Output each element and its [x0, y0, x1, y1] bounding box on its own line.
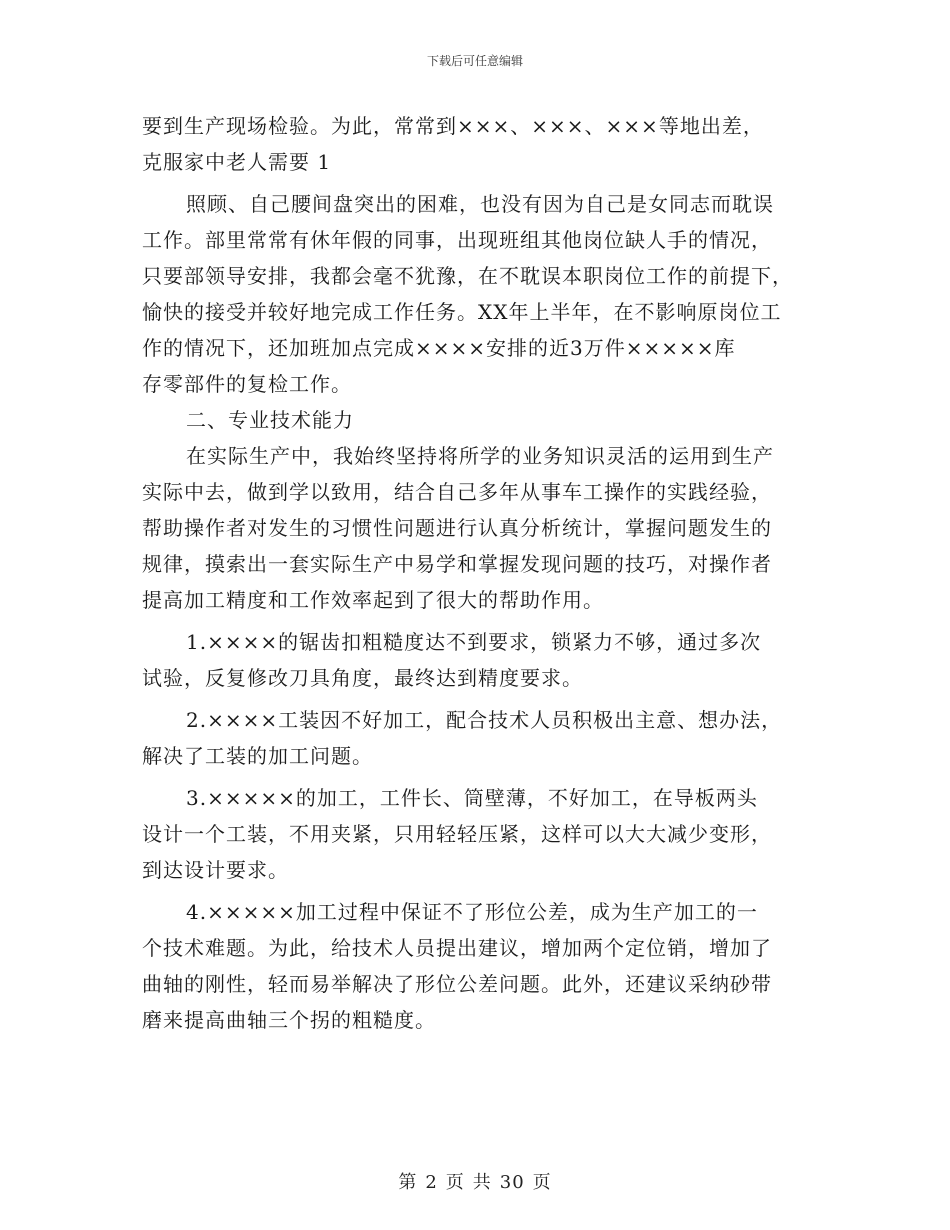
header-note: 下载后可任意编辑 — [426, 54, 523, 68]
body-line: 存零部件的复检工作。 — [142, 372, 352, 396]
page-footer — [0, 1168, 950, 1194]
body-line: 实际中去，做到学以致用，结合自己多年从事车工操作的实践经验， — [142, 480, 772, 504]
body-line: 只要部领导安排，我都会毫不犹豫，在不耽误本职岗位工作的前提下， — [142, 264, 793, 288]
body-line: 在实际生产中，我始终坚持将所学的业务知识灵活的运用到生产 — [186, 444, 774, 468]
body-line: 作的情况下，还加班加点完成××××安排的近3万件×××××库 — [142, 336, 736, 360]
body-line: 设计一个工装，不用夹紧，只用轻轻压紧，这样可以大大减少变形， — [142, 822, 772, 846]
body-line: 提高加工精度和工作效率起到了很大的帮助作用。 — [142, 588, 604, 612]
body-line: 试验，反复修改刀具角度，最终达到精度要求。 — [142, 666, 583, 690]
body-line: 帮助操作者对发生的习惯性问题进行认真分析统计，掌握问题发生的 — [142, 516, 772, 540]
footer-word: 第 — [398, 1172, 418, 1193]
body-line: 磨来提高曲轴三个拐的粗糙度。 — [142, 1008, 436, 1032]
footer-word: 页 — [445, 1172, 465, 1193]
body-line: 规律，摸索出一套实际生产中易学和掌握发现问题的技巧，对操作者 — [142, 552, 772, 576]
body-line: 要到生产现场检验。为此，常常到×××、×××、×××等地出差， — [142, 114, 764, 138]
list-item-2: 2.××××工装因不好加工，配合技术人员积极出主意、想办法， — [186, 708, 783, 732]
page-number: 2 — [425, 1172, 438, 1193]
body-line: 工作。部里常常有休年假的同事，出现班组其他岗位缺人手的情况， — [142, 228, 772, 252]
body-line: 曲轴的刚性，轻而易举解决了形位公差问题。此外，还建议采纳砂带 — [142, 972, 772, 996]
total-pages: 30 — [499, 1172, 525, 1193]
list-item-1: 1.××××的锯齿扣粗糙度达不到要求，锁紧力不够，通过多次 — [186, 630, 762, 654]
list-item-3: 3.×××××的加工，工件长、筒壁薄，不好加工，在导板两头 — [186, 786, 758, 810]
body-line: 到达设计要求。 — [142, 858, 289, 882]
body-line: 照顾、自己腰间盘突出的困难，也没有因为自己是女同志而耽误 — [186, 192, 774, 216]
section-heading: 二、专业技术能力 — [186, 408, 354, 432]
body-line: 愉快的接受并较好地完成工作任务。XX年上半年，在不影响原岗位工 — [142, 300, 782, 324]
body-line: 解决了工装的加工问题。 — [142, 744, 373, 768]
body-line: 克服家中老人需要 1 — [142, 150, 332, 174]
document-body — [142, 108, 810, 1038]
footer-word: 共 — [472, 1172, 492, 1193]
body-line: 个技术难题。为此，给技术人员提出建议，增加两个定位销，增加了 — [142, 936, 772, 960]
footer-word: 页 — [532, 1172, 552, 1193]
list-item-4: 4.×××××加工过程中保证不了形位公差，成为生产加工的一 — [186, 900, 758, 924]
